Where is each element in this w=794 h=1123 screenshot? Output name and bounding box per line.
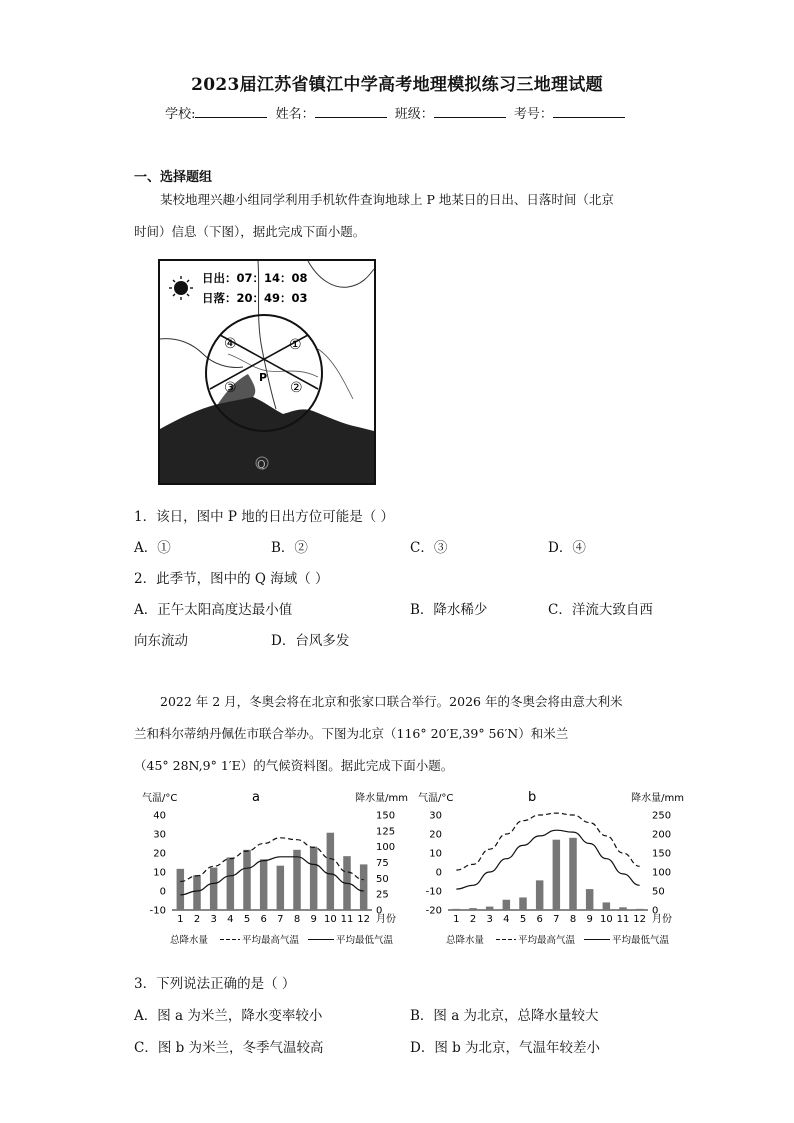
x-tick-label: 3 — [210, 914, 217, 925]
x-tick-label: 2 — [469, 914, 477, 925]
passage-2-line-3: （45° 28N,9° 1′E）的气候资料图。据此完成下面小题。 — [134, 758, 454, 773]
precip-bar — [586, 889, 594, 910]
x-tick-label: 8 — [293, 914, 301, 925]
precip-bar — [636, 909, 644, 910]
legend-high-temp: 平均最高气温 — [242, 935, 300, 946]
sunrise-time: 日出：07：14：08 — [202, 271, 308, 285]
legend-high-temp: 平均最高气温 — [518, 935, 576, 946]
x-tick-label: 5 — [243, 914, 251, 925]
legend-precip: 总降水量 — [446, 935, 485, 946]
y-right-tick-label: 50 — [376, 873, 389, 885]
x-axis-label: 月份 — [376, 914, 396, 925]
sector-2-label: ② — [290, 380, 303, 396]
precip-bar — [469, 908, 477, 910]
sunrise-map-figure — [158, 259, 376, 485]
x-tick-label: 12 — [357, 914, 371, 925]
exam-no-label: 考号： — [513, 107, 553, 122]
x-tick-label: 4 — [227, 914, 234, 925]
x-tick-label: 1 — [453, 914, 460, 925]
precip-bar — [553, 840, 561, 910]
y-right-tick-label: 50 — [652, 886, 665, 898]
point-p-label: P — [259, 371, 268, 384]
question-1-stem: 1．该日，图中 P 地的日出方位可能是（ ） — [134, 509, 395, 525]
school-blank — [195, 105, 267, 118]
x-tick-label: 4 — [503, 914, 510, 925]
q3-option-a[interactable]: A．图 a 为米兰，降水变率较小 — [134, 1008, 323, 1024]
y-axis-left-label: 气温/°C — [418, 793, 454, 804]
y-axis-right-label: 降水量/mm — [631, 793, 684, 804]
name-label: 姓名： — [275, 107, 315, 122]
x-tick-label: 9 — [310, 914, 317, 925]
precip-bar — [227, 857, 235, 910]
precip-bar — [360, 864, 368, 910]
student-info-line — [0, 103, 794, 122]
legend-low-temp: 平均最低气温 — [612, 935, 670, 946]
x-tick-label: 1 — [177, 914, 184, 925]
legend-precip: 总降水量 — [170, 935, 209, 946]
precip-bar — [569, 838, 577, 910]
y-axis-left-label: 气温/°C — [142, 793, 178, 804]
chart-title: a — [252, 790, 260, 805]
sunset-time: 日落：20：49：03 — [202, 291, 308, 305]
x-tick-label: 3 — [486, 914, 493, 925]
page-title: 2023届江苏省镇江中学高考地理模拟练习三地理试题 — [191, 75, 603, 95]
x-tick-label: 10 — [599, 914, 613, 925]
climate-chart-b — [416, 787, 686, 956]
y-right-tick-label: 100 — [376, 842, 396, 854]
y-left-tick-label: 20 — [153, 848, 166, 860]
climate-chart-a — [140, 787, 410, 956]
section-title: 一、选择题组 — [134, 170, 213, 185]
x-tick-label: 8 — [569, 914, 577, 925]
class-label: 班级： — [394, 107, 434, 122]
q3-option-d[interactable]: D．图 b 为北京，气温年较差小 — [410, 1040, 601, 1056]
q3-option-b[interactable]: B．图 a 为北京，总降水量较大 — [410, 1008, 599, 1024]
sector-4-label: ④ — [224, 336, 237, 352]
x-tick-label: 2 — [193, 914, 201, 925]
x-tick-label: 5 — [519, 914, 527, 925]
y-left-tick-label: 40 — [153, 810, 166, 822]
precip-bar — [243, 850, 251, 910]
avg-high-temp-line — [180, 838, 363, 882]
x-tick-label: 7 — [277, 914, 284, 925]
point-q-label: Q — [257, 458, 266, 471]
y-left-tick-label: 10 — [153, 867, 166, 879]
precip-bar — [327, 833, 335, 910]
precip-bar — [486, 907, 494, 910]
q1-option-a[interactable]: A．① — [134, 540, 171, 556]
y-right-tick-label: 150 — [376, 810, 396, 822]
y-axis-right-label: 降水量/mm — [355, 793, 408, 804]
precip-bar — [519, 897, 527, 910]
question-3-stem: 3．下列说法正确的是（ ） — [134, 976, 296, 992]
q2-option-b[interactable]: B．降水稀少 — [410, 602, 488, 618]
passage-1-line-1: 某校地理兴趣小组同学利用手机软件查询地球上 P 地某日的日出、日落时间（北京 — [160, 192, 614, 207]
x-axis-label: 月份 — [652, 914, 672, 925]
y-right-tick-label: 200 — [652, 829, 672, 841]
precip-bar — [277, 866, 285, 910]
precip-bar — [193, 875, 201, 910]
precip-bar — [293, 850, 301, 910]
legend-low-temp: 平均最低气温 — [336, 935, 394, 946]
precip-bar — [619, 907, 627, 910]
question-2-stem: 2．此季节，图中的 Q 海域（ ） — [134, 571, 329, 587]
q1-option-d[interactable]: D．④ — [548, 540, 586, 556]
exam-no-blank — [553, 105, 625, 118]
x-tick-label: 11 — [340, 914, 354, 925]
y-right-tick-label: 125 — [376, 826, 396, 838]
y-right-tick-label: 0 — [652, 905, 659, 917]
precip-bar — [603, 902, 611, 910]
class-blank — [434, 105, 506, 118]
name-blank — [315, 105, 387, 118]
x-tick-label: 9 — [586, 914, 593, 925]
q2-option-c-cont: 向东流动 — [134, 633, 188, 649]
precip-bar — [453, 909, 461, 910]
precip-bar — [310, 847, 318, 910]
y-right-tick-label: 75 — [376, 858, 389, 869]
precip-bar — [260, 859, 268, 910]
sector-1-label: ① — [289, 337, 302, 353]
avg-low-temp-line — [180, 857, 363, 895]
y-left-tick-label: 0 — [435, 867, 442, 879]
chart-title: b — [528, 790, 537, 805]
y-left-tick-label: 30 — [153, 829, 166, 841]
q2-option-a[interactable]: A．正午太阳高度达最小值 — [134, 602, 293, 618]
precip-bar — [210, 868, 218, 910]
q1-option-c[interactable]: C．③ — [410, 540, 448, 556]
y-left-tick-label: 0 — [159, 886, 166, 898]
x-tick-label: 10 — [323, 914, 337, 925]
q1-option-b[interactable]: B．② — [271, 540, 308, 556]
passage-2-line-1: 2022 年 2 月，冬奥会将在北京和张家口联合举行。2026 年的冬奥会将由意大利米 — [160, 694, 623, 709]
y-left-tick-label: -20 — [425, 905, 442, 917]
passage-1-line-2: 时间）信息（下图），据此完成下面小题。 — [134, 224, 366, 239]
q2-option-c[interactable]: C．洋流大致自西 — [548, 602, 653, 618]
x-tick-label: 12 — [633, 914, 647, 925]
y-right-tick-label: 150 — [652, 848, 672, 860]
precip-bar — [177, 869, 185, 910]
y-left-tick-label: -10 — [149, 905, 166, 917]
y-left-tick-label: -10 — [425, 886, 442, 898]
y-left-tick-label: 30 — [429, 810, 442, 822]
passage-2-line-2: 兰和科尔蒂纳丹佩佐市联合举办。下图为北京（116° 20′E,39° 56′N）和米兰 — [134, 726, 569, 741]
y-right-tick-label: 25 — [376, 889, 389, 901]
y-right-tick-label: 100 — [652, 867, 672, 879]
precip-bar — [536, 880, 544, 910]
y-left-tick-label: 10 — [429, 848, 442, 860]
precip-bar — [503, 900, 511, 910]
y-left-tick-label: 20 — [429, 829, 442, 841]
x-tick-label: 6 — [536, 914, 543, 925]
y-right-tick-label: 0 — [376, 905, 383, 917]
q3-option-c[interactable]: C．图 b 为米兰，冬季气温较高 — [134, 1040, 324, 1056]
school-label: 学校: — [165, 107, 196, 122]
x-tick-label: 7 — [553, 914, 560, 925]
x-tick-label: 11 — [616, 914, 630, 925]
x-tick-label: 6 — [260, 914, 267, 925]
y-right-tick-label: 250 — [652, 810, 672, 822]
sector-3-label: ③ — [224, 380, 237, 396]
q2-option-d[interactable]: D．台风多发 — [271, 633, 350, 649]
